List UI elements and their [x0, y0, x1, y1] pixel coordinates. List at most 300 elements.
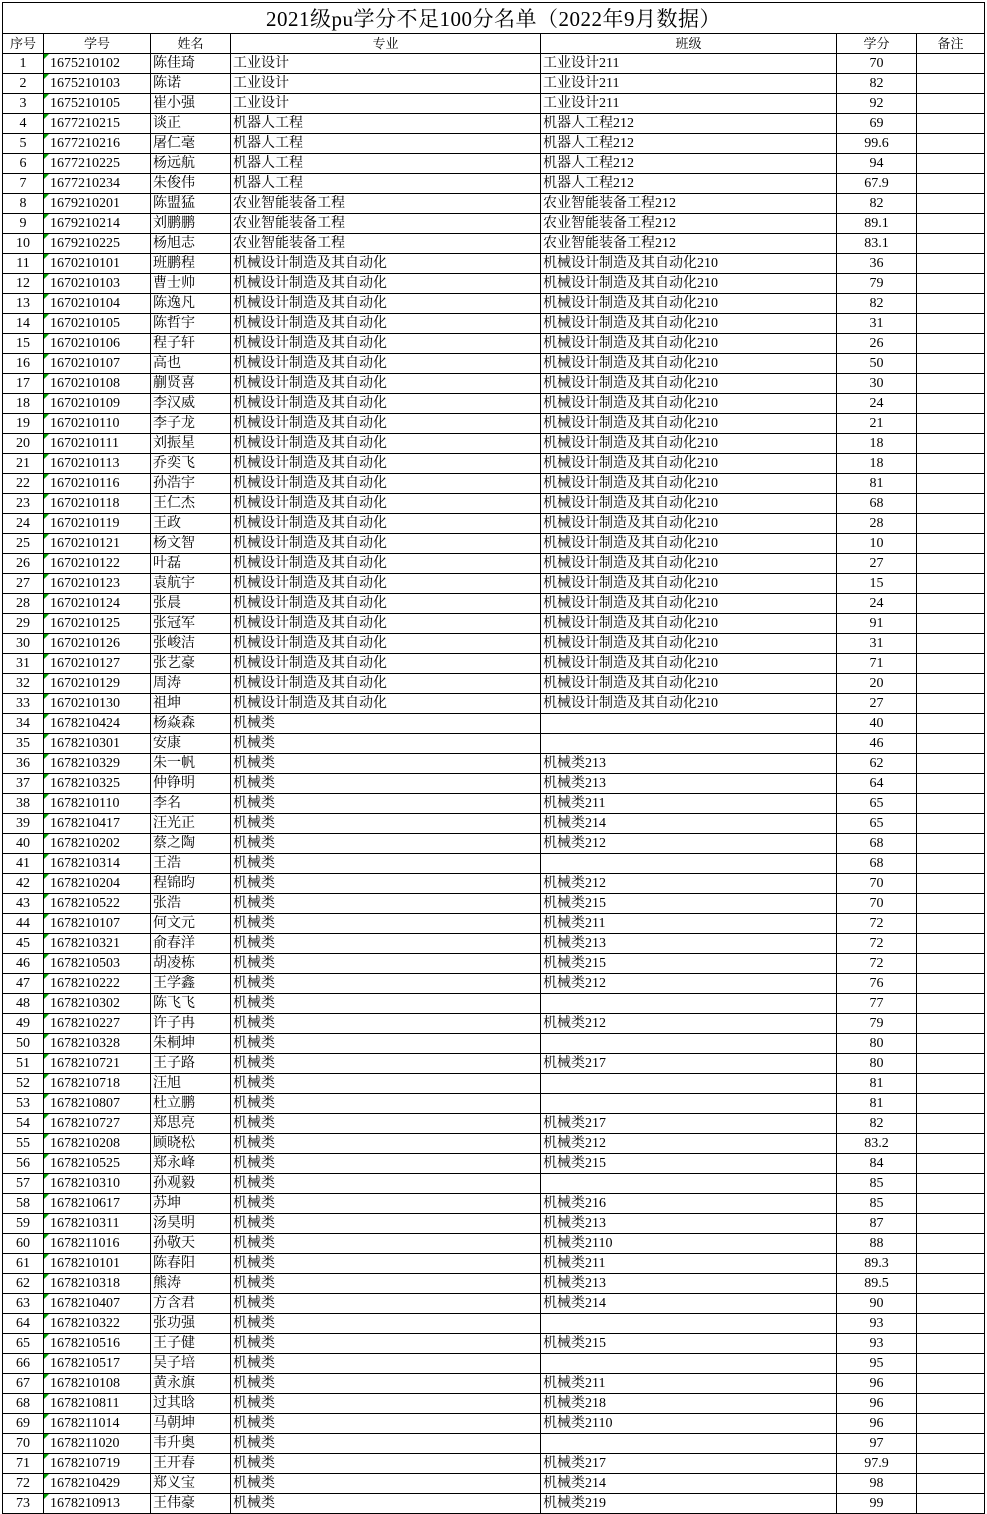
student-id-text: 1675210105 — [50, 96, 120, 111]
cell-credits: 64 — [837, 774, 917, 794]
cell-credits: 89.5 — [837, 1274, 917, 1294]
cell-student-id — [44, 194, 151, 214]
cell-index: 23 — [3, 494, 44, 514]
cell-name: 何文元 — [151, 914, 231, 934]
green-corner-triangle-icon — [44, 154, 49, 159]
cell-name: 李子龙 — [151, 414, 231, 434]
cell-class: 机械设计制造及其自动化210 — [541, 694, 837, 714]
cell-name: 俞春洋 — [151, 934, 231, 954]
cell-student-id — [44, 814, 151, 834]
cell-credits: 81 — [837, 474, 917, 494]
cell-index: 2 — [3, 74, 44, 94]
cell-student-id — [44, 574, 151, 594]
cell-student-id — [44, 954, 151, 974]
cell-name: 杨文智 — [151, 534, 231, 554]
cell-class: 机械类211 — [541, 794, 837, 814]
cell-index: 68 — [3, 1394, 44, 1414]
cell-name: 王学鑫 — [151, 974, 231, 994]
cell-credits: 18 — [837, 434, 917, 454]
cell-class: 机械类212 — [541, 974, 837, 994]
cell-major: 机械类 — [231, 1174, 541, 1194]
cell-major: 机械设计制造及其自动化 — [231, 594, 541, 614]
cell-student-id — [44, 1434, 151, 1454]
cell-student-id — [44, 1194, 151, 1214]
green-corner-triangle-icon — [44, 634, 49, 639]
cell-student-id — [44, 594, 151, 614]
cell-major: 机械类 — [231, 814, 541, 834]
table-row — [3, 254, 985, 274]
table-row — [3, 1254, 985, 1274]
cell-index: 27 — [3, 574, 44, 594]
cell-note — [917, 1474, 985, 1494]
cell-credits: 96 — [837, 1374, 917, 1394]
cell-class: 机器人工程212 — [541, 154, 837, 174]
cell-credits: 97.9 — [837, 1454, 917, 1474]
table-row — [3, 1394, 985, 1414]
green-corner-triangle-icon — [44, 874, 49, 879]
cell-note — [917, 514, 985, 534]
cell-student-id — [44, 854, 151, 874]
cell-major: 机械类 — [231, 1254, 541, 1274]
cell-student-id — [44, 1394, 151, 1414]
green-corner-triangle-icon — [44, 1134, 49, 1139]
student-id-text: 1678210318 — [50, 1276, 120, 1291]
cell-major: 机械类 — [231, 1114, 541, 1134]
cell-note — [917, 154, 985, 174]
student-id-text: 1678210311 — [50, 1216, 120, 1231]
cell-name: 王开春 — [151, 1454, 231, 1474]
cell-student-id — [44, 614, 151, 634]
cell-credits: 93 — [837, 1314, 917, 1334]
spreadsheet — [2, 2, 985, 1514]
cell-major: 机械类 — [231, 834, 541, 854]
cell-major: 机械类 — [231, 1314, 541, 1334]
student-id-text: 1678210913 — [50, 1496, 120, 1511]
cell-class: 机械类213 — [541, 774, 837, 794]
green-corner-triangle-icon — [44, 254, 49, 259]
cell-note — [917, 914, 985, 934]
cell-student-id — [44, 994, 151, 1014]
cell-student-id — [44, 914, 151, 934]
cell-major: 机械设计制造及其自动化 — [231, 494, 541, 514]
student-id-text: 1678210301 — [50, 736, 120, 751]
cell-credits: 87 — [837, 1214, 917, 1234]
cell-major: 机械类 — [231, 1354, 541, 1374]
cell-note — [917, 974, 985, 994]
cell-name: 刘振星 — [151, 434, 231, 454]
cell-index: 40 — [3, 834, 44, 854]
cell-student-id — [44, 494, 151, 514]
green-corner-triangle-icon — [44, 654, 49, 659]
cell-index: 5 — [3, 134, 44, 154]
green-corner-triangle-icon — [44, 174, 49, 179]
green-corner-triangle-icon — [44, 894, 49, 899]
cell-name: 许子冉 — [151, 1014, 231, 1034]
cell-index: 43 — [3, 894, 44, 914]
green-corner-triangle-icon — [44, 214, 49, 219]
green-corner-triangle-icon — [44, 234, 49, 239]
student-id-text: 1678210204 — [50, 876, 120, 891]
cell-credits: 31 — [837, 314, 917, 334]
cell-index: 10 — [3, 234, 44, 254]
cell-student-id — [44, 1054, 151, 1074]
cell-class — [541, 1434, 837, 1454]
student-id-text: 1679210214 — [50, 216, 120, 231]
student-id-text: 1678210807 — [50, 1096, 120, 1111]
student-id-text: 1670210124 — [50, 596, 120, 611]
green-corner-triangle-icon — [44, 1214, 49, 1219]
cell-note — [917, 1494, 985, 1514]
student-id-text: 1678210718 — [50, 1076, 120, 1091]
cell-index: 15 — [3, 334, 44, 354]
green-corner-triangle-icon — [44, 1354, 49, 1359]
green-corner-triangle-icon — [44, 454, 49, 459]
cell-major: 机械类 — [231, 1414, 541, 1434]
green-corner-triangle-icon — [44, 1174, 49, 1179]
cell-student-id — [44, 1494, 151, 1514]
green-corner-triangle-icon — [44, 1154, 49, 1159]
cell-credits: 79 — [837, 274, 917, 294]
green-corner-triangle-icon — [44, 1034, 49, 1039]
cell-name: 蒯贤喜 — [151, 374, 231, 394]
cell-name: 李汉威 — [151, 394, 231, 414]
cell-credits: 70 — [837, 894, 917, 914]
cell-major: 机械类 — [231, 1034, 541, 1054]
cell-major: 机械类 — [231, 1014, 541, 1034]
cell-class: 机械类213 — [541, 754, 837, 774]
cell-note — [917, 714, 985, 734]
cell-credits: 15 — [837, 574, 917, 594]
cell-note — [917, 434, 985, 454]
cell-note — [917, 314, 985, 334]
cell-credits: 82 — [837, 1114, 917, 1134]
student-id-text: 1678210517 — [50, 1356, 120, 1371]
cell-note — [917, 354, 985, 374]
cell-major: 机械类 — [231, 954, 541, 974]
cell-note — [917, 1454, 985, 1474]
cell-note — [917, 1174, 985, 1194]
table-row — [3, 1234, 985, 1254]
cell-name: 马朝坤 — [151, 1414, 231, 1434]
cell-index: 24 — [3, 514, 44, 534]
cell-student-id — [44, 374, 151, 394]
table-row — [3, 874, 985, 894]
table-row — [3, 1354, 985, 1374]
green-corner-triangle-icon — [44, 394, 49, 399]
cell-major: 工业设计 — [231, 74, 541, 94]
table-row — [3, 974, 985, 994]
cell-major: 机械设计制造及其自动化 — [231, 654, 541, 674]
cell-credits: 40 — [837, 714, 917, 734]
cell-major: 机械设计制造及其自动化 — [231, 434, 541, 454]
green-corner-triangle-icon — [44, 1434, 49, 1439]
student-id-text: 1670210101 — [50, 256, 120, 271]
cell-credits: 30 — [837, 374, 917, 394]
cell-major: 机器人工程 — [231, 154, 541, 174]
green-corner-triangle-icon — [44, 1374, 49, 1379]
student-id-text: 1678210811 — [50, 1396, 120, 1411]
student-id-text: 1678210727 — [50, 1116, 120, 1131]
cell-credits: 62 — [837, 754, 917, 774]
student-id-text: 1670210105 — [50, 316, 120, 331]
cell-class: 机械类217 — [541, 1454, 837, 1474]
student-id-text: 1678210107 — [50, 916, 120, 931]
cell-note — [917, 1214, 985, 1234]
cell-student-id — [44, 1474, 151, 1494]
table-row — [3, 774, 985, 794]
cell-major: 机械类 — [231, 1394, 541, 1414]
cell-name: 孙敬天 — [151, 1234, 231, 1254]
cell-name: 高也 — [151, 354, 231, 374]
table-row — [3, 714, 985, 734]
table-row — [3, 814, 985, 834]
cell-index: 46 — [3, 954, 44, 974]
cell-major: 机械类 — [231, 774, 541, 794]
cell-class — [541, 1174, 837, 1194]
column-header-major: 专业 — [231, 34, 541, 54]
cell-note — [917, 274, 985, 294]
cell-name: 陈逸凡 — [151, 294, 231, 314]
table-row — [3, 1154, 985, 1174]
cell-name: 熊涛 — [151, 1274, 231, 1294]
cell-student-id — [44, 794, 151, 814]
green-corner-triangle-icon — [44, 1494, 49, 1499]
green-corner-triangle-icon — [44, 274, 49, 279]
student-id-text: 1670210109 — [50, 396, 120, 411]
cell-note — [917, 674, 985, 694]
cell-name: 杨远航 — [151, 154, 231, 174]
cell-index: 69 — [3, 1414, 44, 1434]
table-row — [3, 334, 985, 354]
cell-class: 机械设计制造及其自动化210 — [541, 674, 837, 694]
student-id-text: 1678210407 — [50, 1296, 120, 1311]
cell-credits: 82 — [837, 294, 917, 314]
cell-credits: 80 — [837, 1034, 917, 1054]
cell-note — [917, 1314, 985, 1334]
cell-index: 9 — [3, 214, 44, 234]
cell-index: 37 — [3, 774, 44, 794]
cell-class: 机械类212 — [541, 834, 837, 854]
cell-name: 顾晓松 — [151, 1134, 231, 1154]
cell-name: 韦升奥 — [151, 1434, 231, 1454]
cell-class: 机械类217 — [541, 1114, 837, 1134]
cell-name: 郑义宝 — [151, 1474, 231, 1494]
cell-name: 祖坤 — [151, 694, 231, 714]
green-corner-triangle-icon — [44, 1094, 49, 1099]
cell-index: 48 — [3, 994, 44, 1014]
cell-student-id — [44, 1154, 151, 1174]
cell-note — [917, 814, 985, 834]
cell-name: 王子路 — [151, 1054, 231, 1074]
cell-name: 陈盟猛 — [151, 194, 231, 214]
cell-index: 29 — [3, 614, 44, 634]
cell-class: 机械类214 — [541, 1474, 837, 1494]
cell-name: 汤昊明 — [151, 1214, 231, 1234]
cell-major: 机械类 — [231, 1054, 541, 1074]
cell-index: 18 — [3, 394, 44, 414]
cell-major: 机械设计制造及其自动化 — [231, 674, 541, 694]
cell-name: 仲铮明 — [151, 774, 231, 794]
column-header-credits: 学分 — [837, 34, 917, 54]
green-corner-triangle-icon — [44, 534, 49, 539]
cell-student-id — [44, 174, 151, 194]
table-row — [3, 594, 985, 614]
table-row — [3, 1014, 985, 1034]
cell-student-id — [44, 134, 151, 154]
cell-credits: 26 — [837, 334, 917, 354]
cell-student-id — [44, 234, 151, 254]
table-row — [3, 994, 985, 1014]
cell-student-id — [44, 1034, 151, 1054]
cell-major: 机械设计制造及其自动化 — [231, 354, 541, 374]
cell-index: 67 — [3, 1374, 44, 1394]
cell-name: 崔小强 — [151, 94, 231, 114]
cell-student-id — [44, 394, 151, 414]
table-row — [3, 74, 985, 94]
student-id-text: 1670210130 — [50, 696, 120, 711]
green-corner-triangle-icon — [44, 314, 49, 319]
cell-class: 机械设计制造及其自动化210 — [541, 454, 837, 474]
cell-index: 38 — [3, 794, 44, 814]
table-row — [3, 1494, 985, 1514]
cell-student-id — [44, 1334, 151, 1354]
cell-student-id — [44, 474, 151, 494]
cell-student-id — [44, 834, 151, 854]
cell-student-id — [44, 1214, 151, 1234]
cell-student-id — [44, 414, 151, 434]
cell-note — [917, 234, 985, 254]
green-corner-triangle-icon — [44, 694, 49, 699]
cell-student-id — [44, 154, 151, 174]
cell-credits: 85 — [837, 1194, 917, 1214]
cell-major: 机械类 — [231, 1214, 541, 1234]
cell-credits: 68 — [837, 494, 917, 514]
table-row — [3, 1274, 985, 1294]
cell-note — [917, 1094, 985, 1114]
cell-note — [917, 754, 985, 774]
cell-note — [917, 474, 985, 494]
cell-credits: 28 — [837, 514, 917, 534]
cell-credits: 50 — [837, 354, 917, 374]
cell-student-id — [44, 94, 151, 114]
cell-major: 机械类 — [231, 854, 541, 874]
cell-index: 6 — [3, 154, 44, 174]
student-id-text: 1670210111 — [50, 436, 119, 451]
cell-credits: 84 — [837, 1154, 917, 1174]
green-corner-triangle-icon — [44, 474, 49, 479]
cell-credits: 96 — [837, 1414, 917, 1434]
cell-student-id — [44, 254, 151, 274]
table-row — [3, 234, 985, 254]
cell-credits: 94 — [837, 154, 917, 174]
cell-student-id — [44, 1094, 151, 1114]
cell-name: 刘鹏鹏 — [151, 214, 231, 234]
cell-class: 工业设计211 — [541, 74, 837, 94]
cell-credits: 31 — [837, 634, 917, 654]
cell-credits: 67.9 — [837, 174, 917, 194]
cell-note — [917, 174, 985, 194]
cell-name: 张峻洁 — [151, 634, 231, 654]
cell-name: 叶磊 — [151, 554, 231, 574]
cell-note — [917, 254, 985, 274]
cell-student-id — [44, 454, 151, 474]
cell-student-id — [44, 1314, 151, 1334]
cell-name: 杜立鹏 — [151, 1094, 231, 1114]
table-row — [3, 514, 985, 534]
green-corner-triangle-icon — [44, 714, 49, 719]
cell-class: 机械类215 — [541, 954, 837, 974]
cell-major: 机械设计制造及其自动化 — [231, 414, 541, 434]
column-header-name: 姓名 — [151, 34, 231, 54]
cell-note — [917, 94, 985, 114]
cell-index: 28 — [3, 594, 44, 614]
cell-note — [917, 534, 985, 554]
column-header-index: 序号 — [3, 34, 44, 54]
cell-student-id — [44, 774, 151, 794]
cell-index: 65 — [3, 1334, 44, 1354]
cell-name: 班鹏程 — [151, 254, 231, 274]
student-id-text: 1678211020 — [50, 1436, 120, 1451]
cell-note — [917, 294, 985, 314]
cell-student-id — [44, 74, 151, 94]
cell-class — [541, 1094, 837, 1114]
student-id-text: 1670210107 — [50, 356, 120, 371]
cell-class: 机械类215 — [541, 1154, 837, 1174]
cell-student-id — [44, 274, 151, 294]
cell-note — [917, 1394, 985, 1414]
student-id-text: 1678210101 — [50, 1256, 120, 1271]
cell-index: 12 — [3, 274, 44, 294]
table-row — [3, 1054, 985, 1074]
table-row — [3, 1194, 985, 1214]
cell-index: 33 — [3, 694, 44, 714]
cell-major: 机械类 — [231, 1234, 541, 1254]
green-corner-triangle-icon — [44, 974, 49, 979]
student-id-text: 1678210719 — [50, 1456, 120, 1471]
student-id-text: 1678210110 — [50, 796, 120, 811]
table-row — [3, 434, 985, 454]
table-row — [3, 1294, 985, 1314]
cell-credits: 98 — [837, 1474, 917, 1494]
student-id-text: 1677210216 — [50, 136, 120, 151]
cell-note — [917, 794, 985, 814]
student-id-text: 1670210103 — [50, 276, 120, 291]
cell-note — [917, 494, 985, 514]
student-id-text: 1678211016 — [50, 1236, 120, 1251]
cell-credits: 82 — [837, 74, 917, 94]
cell-name: 程子轩 — [151, 334, 231, 354]
cell-note — [917, 734, 985, 754]
green-corner-triangle-icon — [44, 1394, 49, 1399]
cell-class — [541, 734, 837, 754]
cell-note — [917, 1434, 985, 1454]
green-corner-triangle-icon — [44, 94, 49, 99]
cell-credits: 65 — [837, 814, 917, 834]
table-row — [3, 654, 985, 674]
cell-major: 机器人工程 — [231, 114, 541, 134]
cell-index: 50 — [3, 1034, 44, 1054]
green-corner-triangle-icon — [44, 834, 49, 839]
green-corner-triangle-icon — [44, 934, 49, 939]
cell-index: 58 — [3, 1194, 44, 1214]
cell-note — [917, 774, 985, 794]
cell-class: 机械设计制造及其自动化210 — [541, 374, 837, 394]
cell-note — [917, 1074, 985, 1094]
cell-class: 机械类213 — [541, 1274, 837, 1294]
cell-credits: 89.3 — [837, 1254, 917, 1274]
student-id-text: 1678210329 — [50, 756, 120, 771]
cell-class: 机械类211 — [541, 914, 837, 934]
